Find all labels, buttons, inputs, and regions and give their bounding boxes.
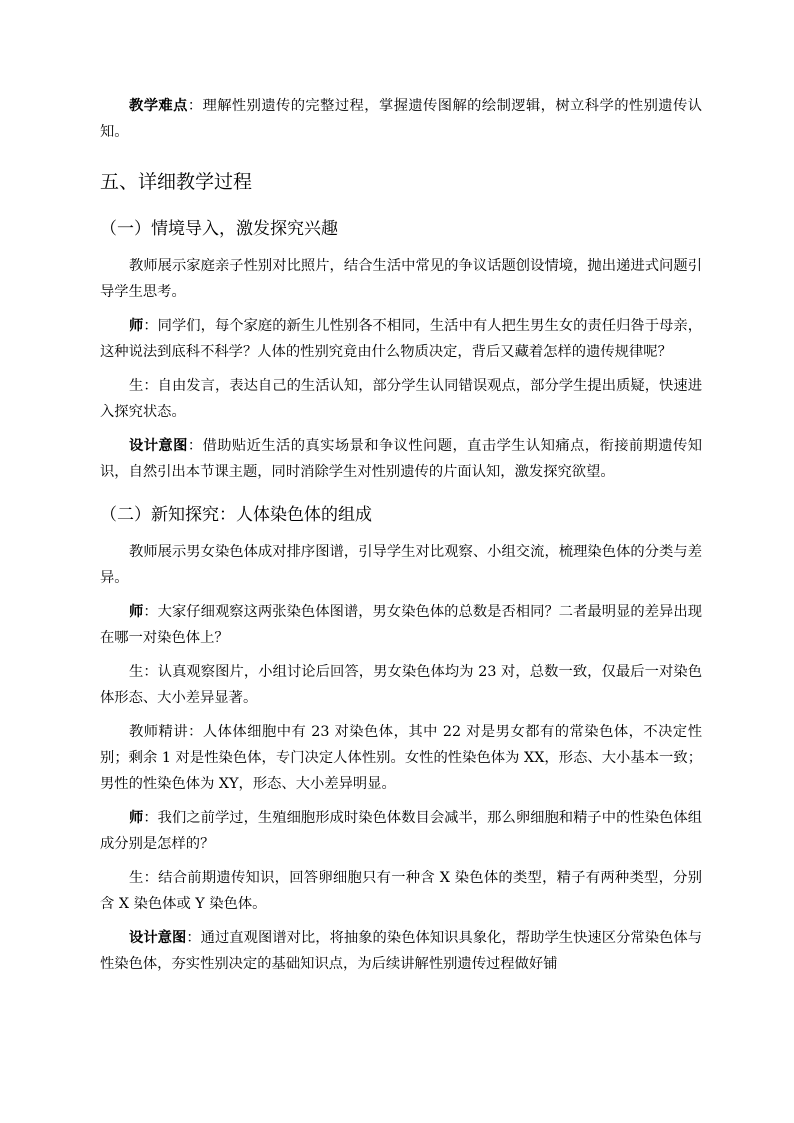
teaching-difficulty-paragraph [100, 93, 702, 145]
part2-intro-paragraph: 教师展示男女染色体成对排序图谱，引导学生对比观察、小组交流，梳理染色体的分类与差异。 [100, 544, 702, 586]
part1-title: （一）情境导入，激发探究兴趣 [100, 219, 338, 239]
teaching-difficulty-label: 教学难点 [129, 98, 188, 114]
design-intent-label: 设计意图 [129, 930, 187, 946]
design-intent-separator: ： [187, 438, 203, 454]
teacher-separator: ： [143, 810, 158, 826]
teacher-label: 师 [129, 318, 144, 334]
part2-student1-paragraph [100, 659, 702, 711]
teaching-difficulty-text: 理解性别遗传的完整过程，掌握遗传图解的绘制逻辑，树立科学的性别遗传认知。 [100, 98, 702, 140]
design-intent-text: 借助贴近生活的真实场景和争议性问题，直击学生认知痛点，衔接前期遗传知识，自然引出本节课主题，同时消除学生对性别遗传的片面认知，激发探究欲望。 [100, 438, 702, 480]
design-intent-text: 通过直观图谱对比，将抽象的染色体知识具象化，帮助学生快速区分常染色体与性染色体，夯实性别决定的基础知识点，为后续讲解性别遗传过程做好铺 [100, 930, 703, 972]
teacher-separator: ： [143, 318, 158, 334]
part1-teacher-paragraph [100, 313, 702, 365]
student-separator: ： [143, 664, 158, 680]
design-intent-label: 设计意图 [129, 438, 188, 454]
section-title: 五、详细教学过程 [100, 171, 253, 193]
student-label: 生 [129, 664, 144, 680]
part2-title: （二）新知探究：人体染色体的组成 [100, 505, 372, 525]
part2-design-paragraph [100, 925, 702, 977]
design-intent-separator: ： [186, 930, 201, 946]
teaching-difficulty-separator: ： [187, 98, 203, 114]
teacher-text: 我们之前学过，生殖细胞形成时染色体数目会减半，那么卵细胞和精子中的性染色体组成分别是怎样的？ [100, 810, 703, 852]
teacher-text: 大家仔细观察这两张染色体图谱，男女染色体的总数是否相同？二者最明显的差异出现在哪一对染色体上？ [100, 604, 703, 646]
student-text: 自由发言，表达自己的生活认知，部分学生认同错误观点，部分学生提出质疑，快速进入探究状态。 [100, 378, 703, 420]
document-body [100, 93, 702, 985]
teacher-label: 师 [129, 810, 144, 826]
teacher-text: 同学们，每个家庭的新生儿性别各不相同，生活中有人把生男生女的责任归咎于母亲，这种说法到底科不科学？人体的性别究竟由什么物质决定，背后又藏着怎样的遗传规律呢？ [100, 318, 703, 360]
part1-student-paragraph [100, 373, 702, 425]
student-label: 生 [129, 378, 144, 394]
part1-design-paragraph [100, 433, 702, 485]
part2-explain-paragraph: 教师精讲：人体体细胞中有 23 对染色体，其中 22 对是男女都有的常染色体，不决定性别；剩余 1 对是性染色体，专门决定人体性别。女性的性染色体为 XX，形态、大小基本一致；男性的性染色体为 XY，形态、大小差异明显。 [100, 724, 702, 792]
teacher-label: 师 [129, 604, 144, 620]
student-separator: ： [143, 870, 159, 886]
part2-teacher1-paragraph [100, 599, 702, 651]
student-label: 生 [129, 870, 144, 886]
student-text: 认真观察图片，小组讨论后回答，男女染色体均为 23 对，总数一致，仅最后一对染色体形态、大小差异显著。 [100, 664, 702, 706]
teacher-separator: ： [143, 604, 158, 620]
part1-intro-paragraph: 教师展示家庭亲子性别对比照片，结合生活中常见的争议话题创设情境，抛出递进式问题引导学生思考。 [100, 258, 702, 300]
part2-student2-paragraph [100, 865, 702, 917]
student-text: 结合前期遗传知识，回答卵细胞只有一种含 X 染色体的类型，精子有两种类型，分别含 X 染色体或 Y 染色体。 [100, 870, 703, 912]
student-separator: ： [143, 378, 158, 394]
part2-teacher2-paragraph [100, 805, 702, 857]
